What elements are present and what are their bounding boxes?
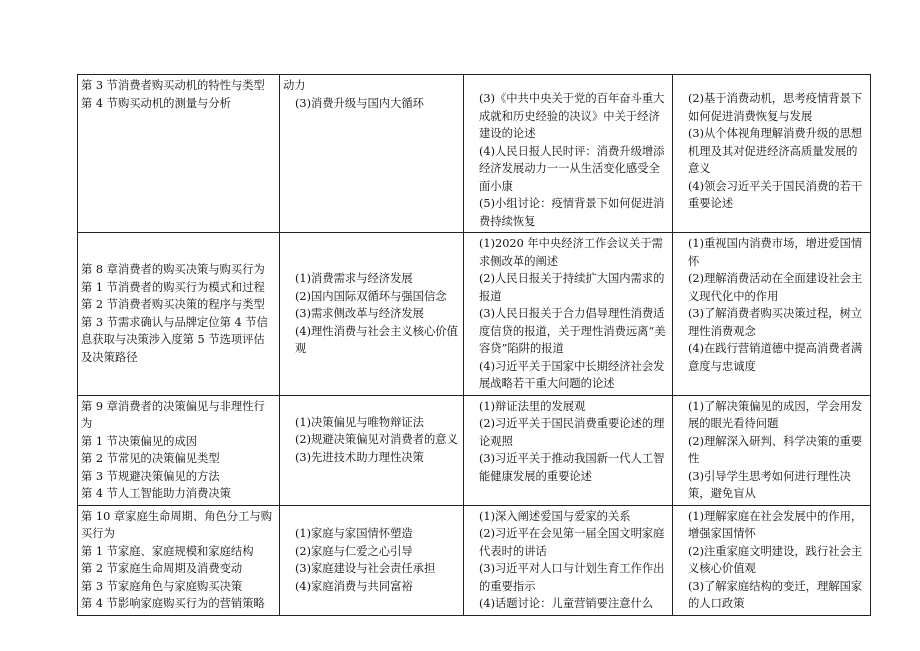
element-line: (2)家庭与仁爱之心引导 [295,544,413,558]
element-line: (2)规避决策偏见对消费者的意义 [295,433,458,446]
chapter-line: 第 4 节影响家庭购买行为的营销策略 [81,597,265,610]
element-line: (4)理性消费与社会主义核心价值观 [295,324,458,355]
material-cell [464,505,673,615]
material-line: (2)习近平在会见第一届全国文明家庭代表时的讲话 [479,527,665,558]
element-line: 动力 [283,79,306,92]
chapter-line: 第 3 节消费者购买动机的特性与类型第 4 节购买动机的测量与分析 [81,79,265,110]
material-line: (3)人民日报关于合力倡导理性消费适度信贷的报道，关于理性消费远离“美容贷”陷阱的报道 [479,307,666,355]
goal-line: (3)了解消费者购买决策过程，树立理性消费观念 [688,307,863,338]
goal-line: (3)从个体视角理解消费升级的思想机理及其对促进经济高质量发展的意义 [688,127,863,175]
material-line: (3)《中共中央关于党的百年奋斗重大成就和历史经验的决议》中关于经济建设的论述 [479,92,665,140]
goal-cell [673,505,871,615]
goal-line: (2)注重家庭文明建设，践行社会主义核心价值观 [688,544,863,575]
material-line: (1)2020 年中央经济工作会议关于需求侧改革的阐述 [479,237,663,268]
element-line: (1)消费需求与经济发展 [295,272,413,285]
element-line: (3)家庭建设与社会责任承担 [295,562,436,575]
chapter-line: 第 2 节家庭生命周期及消费变动 [81,562,243,575]
element-line: (2)国内国际双循环与强国信念 [295,289,447,303]
material-line: (4)习近平关于国家中长期经济社会发展战略若干重大问题的论述 [479,359,665,390]
chapter-line: 第 3 节规避决策偏见的方法 [81,469,220,483]
element-line: (3)需求侧改革与经济发展 [295,307,424,320]
table-row [78,505,871,615]
element-cell [280,75,464,233]
goal-cell [673,75,871,233]
element-line: (4)家庭消费与共同富裕 [295,579,413,593]
chapter-line: 第 4 节人工智能助力消费决策 [81,487,231,500]
course-table [77,74,871,616]
element-line: (1)家庭与家国情怀塑造 [295,527,413,540]
material-line: (1)辩证法里的发展观 [479,399,586,413]
table-row [78,233,871,396]
material-cell [464,75,673,233]
chapter-line: 第 9 章消费者的决策偏见与非理性行为 [81,399,265,430]
chapter-cell [78,233,280,396]
chapter-cell [78,505,280,615]
chapter-line: 第 1 节决策偏见的成因 [81,434,198,448]
element-line: (3)消费升级与国内大循环 [295,96,424,110]
goal-line: (3)了解家庭结构的变迁，理解国家的人口政策 [688,579,863,610]
material-line: (2)习近平关于国民消费重要论述的理论观照 [479,417,665,448]
chapter-cell [78,75,280,233]
goal-line: (4)在践行营销道德中提高消费者满意度与忠诚度 [688,342,863,373]
material-line: (2)人民日报关于持续扩大国内需求的报道 [479,272,665,303]
goal-line: (1)重视国内消费市场，增进爱国情怀 [688,237,863,268]
element-line: (3)先进技术助力理性决策 [295,450,424,464]
chapter-line: 第 2 节常见的决策偏见类型 [81,452,220,465]
chapter-line: 第 1 节家庭、家庭规模和家庭结构 [81,544,254,558]
material-line: (3)习近平关于推动我国新一代人工智能健康发展的重要论述 [479,452,665,483]
element-cell [280,505,464,615]
material-cell [464,233,673,396]
goal-line: (2)基于消费动机，思考疫情背景下如何促进消费恢复与发展 [688,92,863,123]
table-row [78,75,871,233]
material-line: (5)小组讨论：疫情背景下如何促进消费持续恢复 [479,197,665,228]
chapter-cell [78,395,280,505]
goal-line: (4)领会习近平关于国民消费的若干重要论述 [688,179,863,210]
material-line: (1)深入阐述爱国与爱家的关系 [479,509,631,523]
material-line: (4)话题讨论：儿童营销要注意什么 [479,597,654,610]
goal-line: (1)理解家庭在社会发展中的作用，增强家国情怀 [688,509,863,540]
goal-line: (3)引导学生思考如何进行理性决策，避免盲从 [688,469,851,500]
element-cell [280,233,464,396]
table-row [78,395,871,505]
element-line: (1)决策偏见与唯物辩证法 [295,415,424,429]
goal-line: (1)了解决策偏见的成因，学会用发展的眼光看待问题 [688,399,863,430]
element-cell [280,395,464,505]
material-line: (3)习近平对人口与计划生育工作作出的重要指示 [479,562,665,593]
material-cell [464,395,673,505]
goal-line: (2)理解深入研判、科学决策的重要性 [688,434,863,465]
material-line: (4)人民日报人民时评：消费升级增添经济发展动力一一从生活变化感受全面小康 [479,144,665,193]
goal-cell [673,233,871,396]
goal-cell [673,395,871,505]
chapter-line: 第 8 章消费者的购买决策与购买行为第 1 节消费者的购买行为模式和过程第 2 节消费者购买决策的程序与类型第 3 节需求确认与品牌定位第 4 节信息获取与决策涉入度第 5 节选项评估及决策路径 [81,263,268,364]
chapter-line: 第 3 节家庭角色与家庭购买决策 [81,579,243,593]
goal-line: (2)理解消费活动在全面建设社会主义现代化中的作用 [688,272,863,303]
chapter-line: 第 10 章家庭生命周期、角色分工与购买行为 [81,509,273,540]
